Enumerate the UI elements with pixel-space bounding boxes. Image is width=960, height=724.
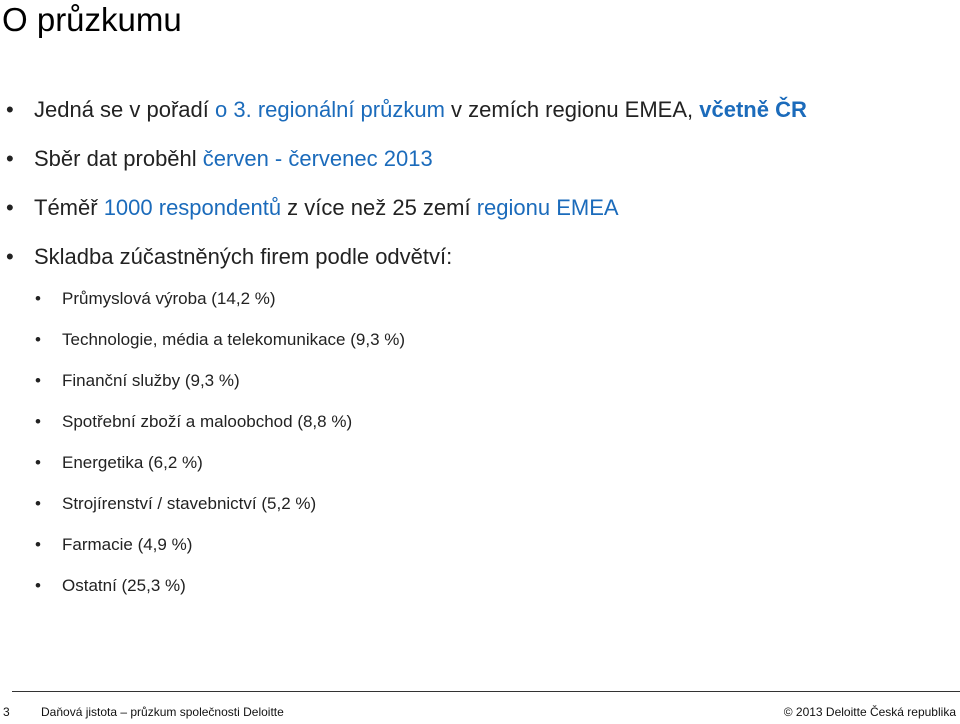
bullet-glyph: • bbox=[35, 535, 41, 554]
bullet-glyph: • bbox=[35, 330, 41, 349]
sector-item bbox=[0, 530, 405, 571]
main-bullet-list bbox=[0, 92, 807, 288]
bullet-glyph: • bbox=[35, 494, 41, 513]
sector-label: Strojírenství / stavebnictví (5,2 %) bbox=[62, 494, 317, 513]
sector-label: Průmyslová výroba (14,2 %) bbox=[62, 289, 276, 308]
sector-label: Farmacie (4,9 %) bbox=[62, 535, 193, 554]
bullet-glyph: • bbox=[35, 289, 41, 308]
bullet-text: v zemích regionu EMEA, bbox=[444, 97, 700, 122]
sector-item bbox=[0, 571, 405, 612]
bullet-highlight: o 3. regionální průzkum bbox=[215, 97, 445, 122]
sector-label: Spotřební zboží a maloobchod (8,8 %) bbox=[62, 412, 353, 431]
bullet-glyph: • bbox=[35, 453, 41, 472]
sector-item bbox=[0, 489, 405, 530]
bullet-glyph: • bbox=[35, 412, 41, 431]
bullet-glyph: • bbox=[35, 576, 41, 595]
sector-label: Ostatní (25,3 %) bbox=[62, 576, 186, 595]
bullet-text: Téměř bbox=[34, 195, 104, 220]
bullet-text: Jedná se v pořadí bbox=[34, 97, 216, 122]
sector-item bbox=[0, 325, 405, 366]
bullet-text: Sběr dat proběhl bbox=[34, 146, 203, 171]
bullet-highlight-bold: včetně ČR bbox=[699, 97, 807, 122]
sector-item bbox=[0, 366, 405, 407]
bullet-text: Skladba zúčastněných firem podle odvětví: bbox=[34, 244, 453, 269]
main-bullet-1 bbox=[0, 92, 807, 141]
page-number: 3 bbox=[3, 705, 10, 719]
footer-text: Daňová jistota – průzkum společnosti Deloitte bbox=[41, 705, 284, 719]
bullet-glyph: • bbox=[6, 244, 14, 269]
sector-item bbox=[0, 407, 405, 448]
sector-label: Energetika (6,2 %) bbox=[62, 453, 203, 472]
bullet-text: z více než 25 zemí bbox=[281, 195, 477, 220]
sector-label: Finanční služby (9,3 %) bbox=[62, 371, 240, 390]
main-bullet-2 bbox=[0, 141, 807, 190]
sector-list bbox=[0, 284, 405, 612]
copyright-text: © 2013 Deloitte Česká republika bbox=[783, 705, 956, 719]
main-bullet-4 bbox=[0, 239, 807, 288]
bullet-glyph: • bbox=[35, 371, 41, 390]
main-bullet-3 bbox=[0, 190, 807, 239]
bullet-highlight: 1000 respondentů bbox=[103, 195, 282, 220]
slide-title: O průzkumu bbox=[2, 1, 182, 38]
bullet-glyph: • bbox=[6, 146, 14, 171]
footer-divider bbox=[12, 691, 960, 692]
sector-item bbox=[0, 448, 405, 489]
bullet-highlight: červen - červenec 2013 bbox=[202, 146, 433, 171]
sector-label: Technologie, média a telekomunikace (9,3 %) bbox=[62, 330, 406, 349]
bullet-glyph: • bbox=[6, 195, 14, 220]
bullet-highlight: regionu EMEA bbox=[476, 195, 619, 220]
bullet-glyph: • bbox=[6, 97, 14, 122]
sector-item bbox=[0, 284, 405, 325]
